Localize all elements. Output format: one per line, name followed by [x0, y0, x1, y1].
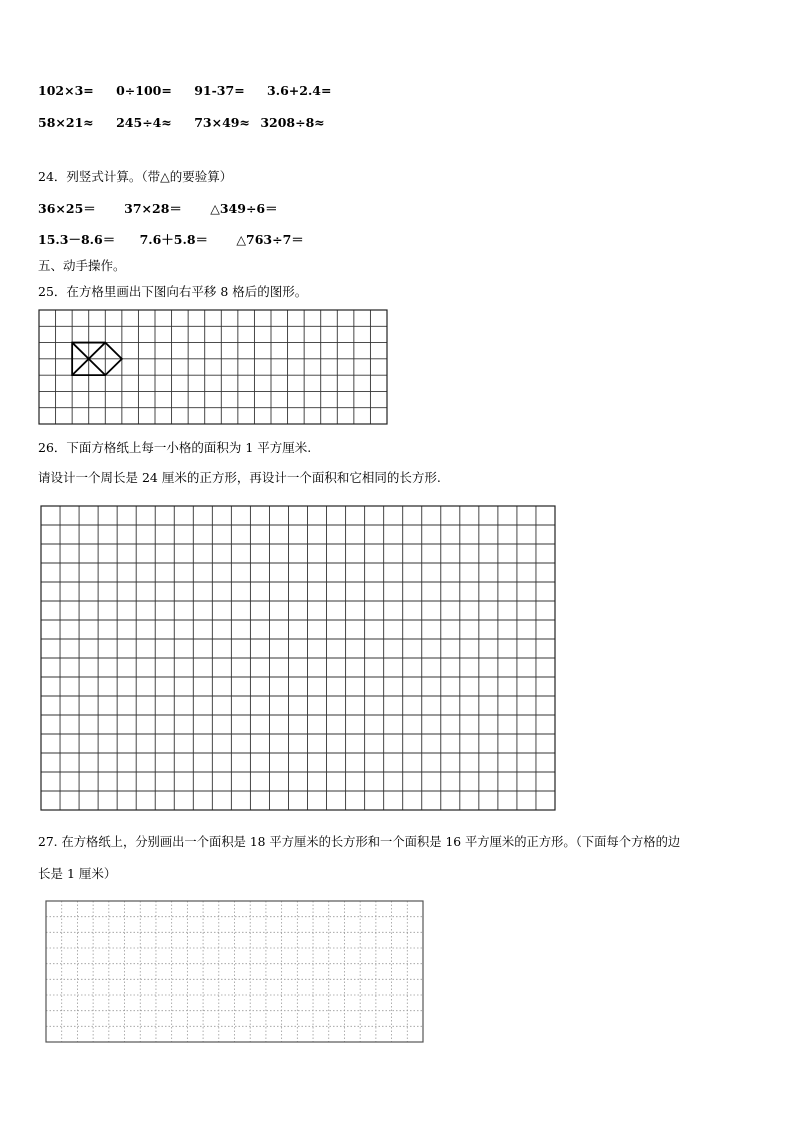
- q25-title: 25．在方格里画出下图向右平移 8 格后的图形。: [38, 284, 308, 299]
- section-5-title: 五、动手操作。: [38, 258, 126, 273]
- expression: 3.6+2.4=: [267, 83, 332, 98]
- expression: 15.3－8.6＝: [38, 232, 116, 247]
- oral-calc-row-1: [38, 83, 349, 98]
- grid-border: [39, 310, 387, 424]
- expression: 58×21≈: [38, 115, 94, 130]
- oral-calc-row-2: [38, 115, 343, 130]
- expression: △763÷7＝: [236, 232, 304, 247]
- expression: 3208÷8≈: [260, 115, 325, 130]
- q26-line-2: 请设计一个周长是 24 厘米的正方形，再设计一个面积和它相同的长方形.: [38, 470, 441, 485]
- expression: 91-37=: [194, 83, 245, 98]
- q27-line-1: 27. 在方格纸上，分别画出一个面积是 18 平方厘米的长方形和一个面积是 16 平方厘米的正方形。（下面每个方格的边: [38, 835, 681, 849]
- q24-title: 24．列竖式计算。（带△的要验算）: [38, 169, 233, 184]
- expression: 36×25＝: [38, 201, 96, 216]
- expression: 102×3=: [38, 83, 94, 98]
- q27-line-2: 长是 1 厘米）: [38, 866, 117, 881]
- expression: 7.6＋5.8＝: [139, 232, 209, 247]
- q26-line-1: 26．下面方格纸上每一小格的面积为 1 平方厘米.: [38, 440, 312, 455]
- expression: 0÷100=: [116, 83, 172, 98]
- expression: △349÷6＝: [210, 201, 278, 216]
- q27-grid[interactable]: [45, 900, 424, 1043]
- q24-row-2: [38, 230, 322, 248]
- expression: 245÷4≈: [116, 115, 172, 130]
- q24-row-1: [38, 199, 296, 217]
- expression: 73×49≈: [194, 115, 250, 130]
- q25-grid[interactable]: [38, 309, 388, 425]
- expression: 37×28＝: [124, 201, 182, 216]
- q26-grid[interactable]: [40, 505, 556, 811]
